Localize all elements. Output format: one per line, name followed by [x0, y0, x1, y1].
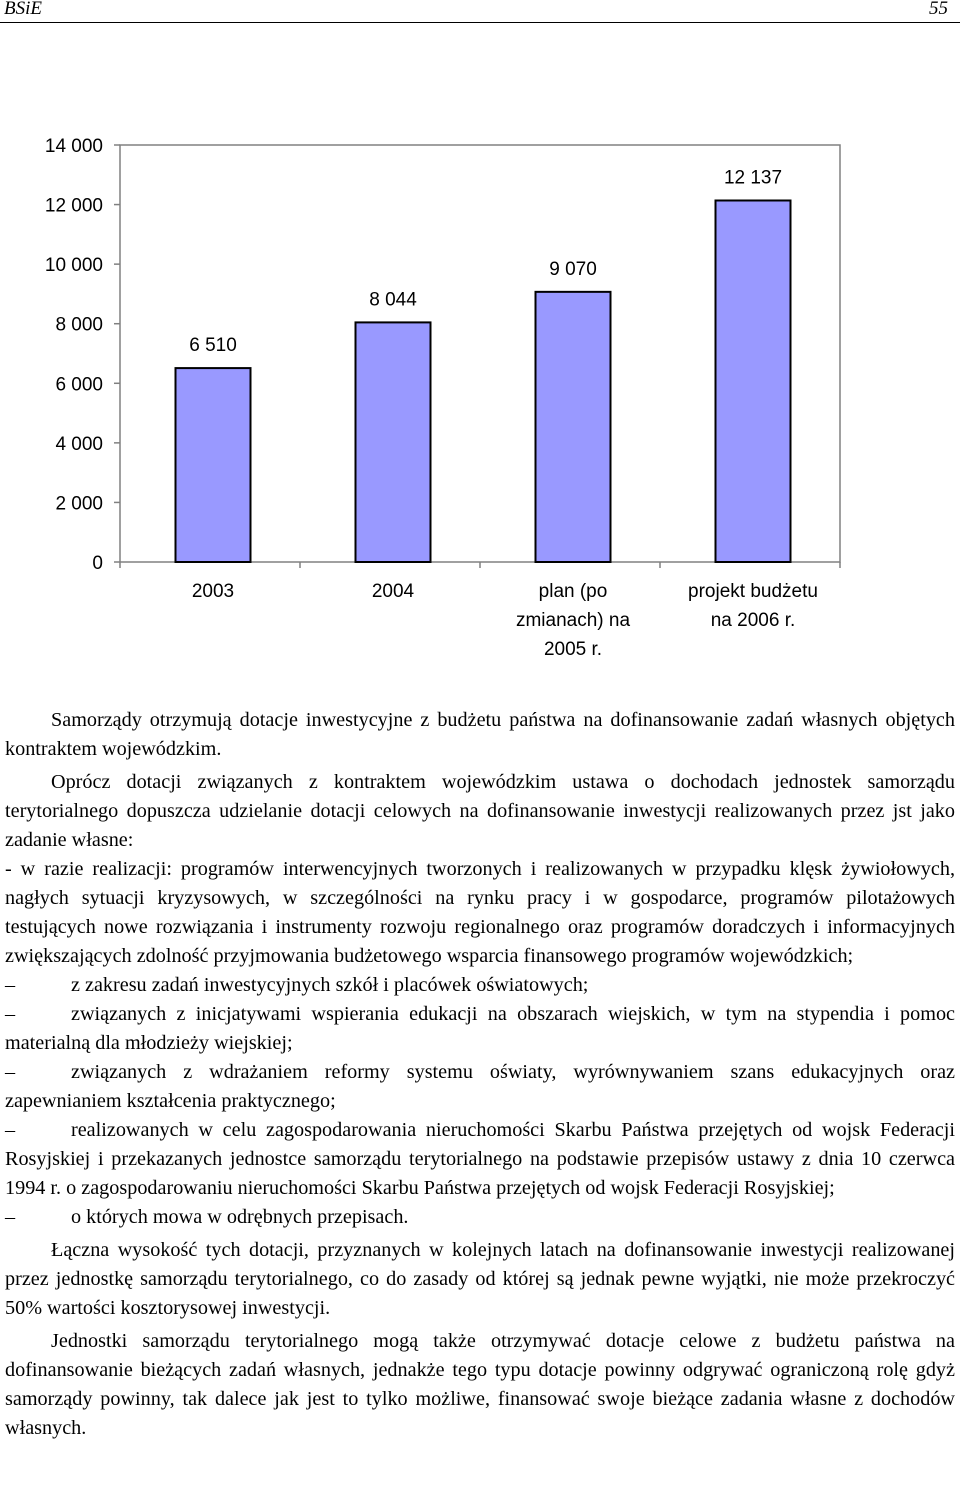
- paragraph-4: Jednostki samorządu terytorialnego mogą także otrzymywać dotacje celowe z budżetu państwa na dofinansowanie bieżących zadań własnych, jednakże tego typu dotacje powinny odgrywać ograniczoną rolę gdyż samorządy powinny, tak dalece jak jest to tylko możliwe, finansować swoje bieżące zadania własne z dochodów własnych.: [5, 1330, 955, 1439]
- paragraph-3: Łączna wysokość tych dotacji, przyznanych w kolejnych latach na dofinansowanie inwestycji realizowanej przez jednostkę samorządu terytorialnego, co do zasady od której są jednak pewne wyjątki, nie może przekroczyć 50% wartości kosztorysowej inwestycji.: [5, 1239, 955, 1319]
- bar: [356, 322, 431, 562]
- paragraph-1: Samorządy otrzymują dotacje inwestycyjne z budżetu państwa na dofinansowanie zadań własnych objętych kontraktem wojewódzkim.: [5, 709, 955, 760]
- x-tick-label: 2005 r.: [543, 639, 603, 660]
- list-item-6: [5, 1203, 955, 1232]
- y-tick-label: 12 000: [44, 195, 103, 217]
- data-label: 9 070: [549, 258, 597, 280]
- x-tick-label: na 2006 r.: [710, 610, 796, 631]
- y-tick-label: 8 000: [55, 314, 103, 336]
- body-text: [5, 706, 955, 1443]
- y-tick-label: 10 000: [44, 255, 103, 277]
- list-item-4-text: związanych z wdrażaniem reformy systemu oświaty, wyrównywaniem szans edukacyjnych oraz zapewnianiem kształcenia praktycznego;: [5, 1061, 955, 1112]
- y-tick-label: 2 000: [55, 493, 103, 515]
- x-tick-label: 2003: [191, 581, 235, 602]
- x-tick-label: projekt budżetu: [688, 581, 818, 602]
- y-tick-label: 14 000: [44, 136, 103, 157]
- dash-mark: –: [5, 974, 16, 996]
- bar: [716, 200, 791, 562]
- x-tick-label: plan (po: [538, 581, 608, 602]
- dash-mark: –: [5, 1003, 16, 1025]
- data-label: 8 044: [369, 289, 417, 311]
- y-tick-label: 4 000: [55, 433, 103, 455]
- bar-chart: [0, 120, 960, 680]
- y-tick-label: 6 000: [55, 374, 103, 396]
- bar: [176, 368, 251, 562]
- data-label: 6 510: [189, 335, 237, 357]
- dash-mark: –: [5, 1061, 16, 1083]
- list-item-3-text: związanych z inicjatywami wspierania edukacji na obszarach wiejskich, w tym na stypendia i pomoc materialną dla młodzieży wiejskiej;: [5, 1003, 955, 1054]
- list-item-5: [5, 1116, 955, 1203]
- dash-mark: –: [5, 1206, 16, 1228]
- page-number: 55: [929, 0, 948, 19]
- x-tick-label: zmianach) na: [515, 610, 631, 631]
- list-item-2-text: z zakresu zadań inwestycyjnych szkół i placówek oświatowych;: [71, 974, 589, 996]
- list-item-5-text: realizowanych w celu zagospodarowania nieruchomości Skarbu Państwa przejętych od wojsk Federacji Rosyjskiej i przekazanych jednostce samorządu terytorialnego na podstawie przepisów ustawy z dnia 10 czerwca 1994 r. o zagospodarowaniu nieruchomości Skarbu Państwa przejętych od wojsk Federacji Rosyjskiej;: [5, 1119, 955, 1199]
- list-item-2: [5, 971, 955, 1000]
- page-header: [0, 0, 960, 23]
- list-item-4: [5, 1058, 955, 1116]
- journal-abbrev: BSiE: [4, 0, 42, 19]
- list-item-6-text: o których mowa w odrębnych przepisach.: [71, 1206, 409, 1228]
- data-label: 12 137: [723, 167, 783, 189]
- x-tick-label: 2004: [371, 581, 415, 602]
- y-tick-label: 0: [92, 553, 103, 574]
- list-item-3: [5, 1000, 955, 1058]
- paragraph-2: Oprócz dotacji związanych z kontraktem wojewódzkim ustawa o dochodach jednostek samorządu terytorialnego dopuszcza udzielanie dotacji celowych na dofinansowanie inwestycji realizowanych przez jst jako zadanie własne:: [5, 771, 955, 851]
- dash-mark: –: [5, 1119, 16, 1141]
- list-item-1: - w razie realizacji: programów interwencyjnych tworzonych i realizowanych w przypadku klęsk żywiołowych, nagłych sytuacji kryzysowych, w szczególności na rynku pracy i w gospodarce, programów pilotażowych testujących nowe rozwiązania i instrumenty rozwoju regionalnego oraz programów doradczych i informacyjnych zwiększających zdolność przyjmowania budżetowego wsparcia finansowego programów wojewódzkich;: [5, 858, 955, 967]
- bar: [536, 292, 611, 562]
